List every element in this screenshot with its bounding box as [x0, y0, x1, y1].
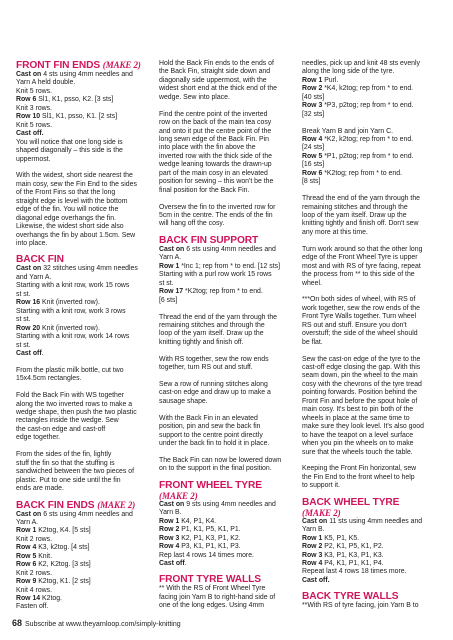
- instruction-text: P1, K1, P5, K1, P1.: [179, 526, 241, 534]
- instruction-text: Yarn A held double.: [16, 79, 76, 87]
- instruction-text: Knit 2 rows.: [16, 569, 52, 577]
- instruction-line: [302, 77, 429, 85]
- paragraph-spacer: [16, 443, 143, 451]
- instruction-text: .: [41, 349, 44, 357]
- instruction-line: [302, 518, 429, 526]
- instruction-text: 11 sts using 4mm needles and: [327, 517, 423, 525]
- instruction-line: [16, 316, 143, 324]
- instruction-text: *K4, k2tog; rep from * to end.: [322, 85, 414, 93]
- instruction-line: [16, 536, 143, 544]
- instruction-text: st st.: [16, 316, 31, 324]
- body-paragraph: ** With the RS of Front Wheel Tyre facing join Yarn B to right-hand side of one of the long edges. Using 4mm: [159, 585, 276, 610]
- instruction-text: P2, K1, P5, K1, P2.: [322, 543, 384, 551]
- instruction-line: [16, 511, 143, 519]
- instruction-line: [16, 578, 143, 586]
- instruction-line: [159, 254, 286, 262]
- instruction-line: [159, 297, 286, 305]
- instruction-text: 6 sts using 4mm needles and: [184, 245, 276, 253]
- instruction-label: Row 3: [302, 102, 323, 110]
- instruction-text: .: [184, 560, 187, 568]
- instruction-text: Fasten off.: [16, 603, 49, 611]
- instruction-text: Yarn A.: [16, 518, 39, 526]
- instruction-line: [302, 170, 429, 178]
- instruction-text: K5, P1, K5.: [322, 534, 360, 542]
- instruction-line: [302, 153, 429, 161]
- instruction-line: [16, 130, 143, 138]
- heading-text: BACK TYRE WALLS: [302, 591, 399, 603]
- body-paragraph: Thread the end of the yarn through the remaining stitches and through the loop of the yarn itself. Draw up the knitting tightly and finish off.: [159, 313, 277, 346]
- body-paragraph: From the plastic milk bottle, cut two 15x4.5cm rectangles.: [16, 366, 124, 383]
- paragraph-spacer: [159, 305, 286, 313]
- body-paragraph: You will notice that one long side is shaped diagonally – this side is the uppermost.: [16, 138, 123, 163]
- instruction-line: [302, 144, 429, 152]
- instruction-text: K3, k2tog. [4 sts]: [36, 544, 90, 552]
- body-paragraph: The Back Fin can now be lowered down on to the support in the final position.: [159, 456, 282, 473]
- instruction-text: Yarn A.: [159, 254, 182, 262]
- body-paragraph: Hold the Back Fin ends to the ends of the Back Fin, straight side down and diagonally side uppermost, with the widest short end at the thick end of the wedge. Sew into place.: [159, 60, 277, 101]
- section-heading-back-fin-ends: [16, 500, 143, 511]
- heading-subtitle: (MAKE 2): [159, 490, 198, 501]
- instruction-label: Cast on: [159, 500, 185, 508]
- column-3: [302, 60, 429, 611]
- instruction-text: Knit 5 rows.: [16, 87, 52, 95]
- column-1: [16, 60, 143, 612]
- instruction-line: [302, 111, 429, 119]
- paragraph-spacer: [302, 119, 429, 127]
- paragraph-spacer: [159, 102, 286, 110]
- instruction-label: Row 1: [16, 527, 37, 535]
- body-paragraph: Fold the Back Fin with WS together along the two inverted rows to make a wedge shape, then push the two plastic rectangles inside the wedge. Sew the cast-on edge and cast-off edge together.: [16, 392, 137, 442]
- body-paragraph: From the sides of the fin, lightly stuff the fin so that the stuffing is sandwiched between the two pieces of plastic. Put to one side until the fin ends are made.: [16, 451, 134, 493]
- instruction-line: [302, 128, 429, 136]
- instruction-line: [16, 333, 143, 341]
- instruction-line: [16, 79, 143, 87]
- instruction-text: Sl1, K1, psso, K2. [3 sts]: [36, 96, 114, 104]
- instruction-line: [16, 570, 143, 578]
- body-paragraph: Sew a row of running stitches along cast-on edge and draw up to make a sausage shape.: [159, 381, 271, 405]
- instruction-line: [302, 577, 429, 585]
- instruction-label: Row 2: [302, 85, 323, 93]
- instruction-line: [302, 136, 429, 144]
- instruction-label: Cast off.: [302, 576, 330, 584]
- paragraph-spacer: [159, 373, 286, 381]
- paragraph-spacer: [302, 288, 429, 296]
- instruction-line: [302, 178, 429, 186]
- instruction-text: 9 sts using 4mm needles and: [184, 500, 276, 508]
- heading-text: BACK FIN ENDS: [16, 499, 95, 511]
- paragraph-spacer: [302, 457, 429, 465]
- instruction-text: Knit 3 rows.: [16, 104, 52, 112]
- body-paragraph: With the widest, short side nearest the main cosy, sew the Fin End to the sides of the Front Fins so that the long straight edge is level with the bottom edge of the fin. You will notice the diagonal edge overhangs the fin. Likewise, the widest short side also overhangs the fin by about 1.5cm. Sew into place.: [16, 172, 137, 247]
- paragraph-spacer: [159, 406, 286, 414]
- instruction-label: Cast on: [16, 510, 42, 518]
- column-2: [159, 60, 286, 611]
- instruction-line: [159, 518, 286, 526]
- body-paragraph: ***On both sides of wheel, with RS of work together, sew the row ends of the Front Tyre Walls together. Turn wheel RS out and stuff. Ensure you don't overstuff; the side of the wheel should be flat.: [302, 296, 420, 346]
- body-paragraph: Sew the cast-on edge of the tyre to the cast-off edge closing the gap. With this seam down, pin the wheel to the main cosy with the chevrons of the tyre tread pointing forwards. Position behind the Front Fin and before the spout hole of main cosy. It's best to pin both of the wheels in place at the same time to make sure they look level. It's also good to have the teapot on a level surface when you pin the wheels on to make sure that the wheels touch the table.: [302, 355, 424, 456]
- section-heading-back-fin-support: [159, 235, 286, 246]
- instruction-text: 4 sts using 4mm needles and: [41, 71, 133, 78]
- instruction-text: 6 sts using 4mm needles and: [41, 510, 133, 518]
- body-paragraph: Oversew the fin to the inverted row for 5cm in the centre. The ends of the fin will hang off the cosy.: [159, 203, 276, 228]
- instruction-text: Knit 5 rows.: [16, 121, 52, 129]
- instruction-label: Row 1: [302, 76, 323, 84]
- instruction-text: [40 sts]: [302, 93, 325, 101]
- body-paragraph: **With RS of tyre facing, join Yarn B to: [302, 602, 419, 610]
- instruction-line: [302, 552, 429, 560]
- body-paragraph: With RS together, sew the row ends together, turn RS out and stuff.: [159, 355, 269, 372]
- footer-subscribe-link[interactable]: Subscribe at www.theyarnloop.com/simply-knitting: [25, 621, 181, 628]
- section-heading-back-wheel-tyre: [302, 497, 429, 508]
- instruction-line: [16, 561, 143, 569]
- section-heading-back-fin: [16, 254, 143, 265]
- instruction-line: [159, 263, 286, 271]
- instruction-line: [302, 161, 429, 169]
- instruction-line: [16, 71, 143, 79]
- instruction-label: Row 9: [16, 578, 37, 586]
- instruction-line: [16, 350, 143, 358]
- instruction-line: [16, 113, 143, 121]
- instruction-text: Knit 4 rows.: [16, 586, 52, 594]
- heading-text: FRONT WHEEL TYRE: [159, 479, 262, 491]
- instruction-line: [159, 535, 286, 543]
- instruction-text: K3, P1, K3, P1, K3.: [322, 551, 384, 559]
- instruction-text: K2tog, K4. [5 sts]: [36, 527, 91, 535]
- instruction-line: [16, 291, 143, 299]
- instruction-line: [159, 552, 286, 560]
- heading-text: BACK WHEEL TYRE: [302, 496, 400, 508]
- instruction-text: Starting with a knit row, work 3 rows: [16, 307, 126, 315]
- instruction-line: [16, 88, 143, 96]
- instruction-text: Starting with a knit row, work 14 rows: [16, 333, 130, 341]
- instruction-label: Row 16: [16, 299, 41, 307]
- instruction-label: Cast on: [16, 265, 42, 273]
- instruction-text: P4, K1, P1, K1, P4.: [322, 560, 384, 567]
- instruction-label: Row 3: [302, 551, 323, 559]
- instruction-line: [159, 288, 286, 296]
- instruction-text: *P3, p2tog; rep from * to end.: [322, 102, 414, 110]
- instruction-text: Knit (inverted row).: [40, 324, 100, 332]
- instruction-line: [159, 271, 286, 279]
- instruction-label: Cast off: [16, 349, 42, 357]
- instruction-label: Row 6: [16, 96, 37, 104]
- instruction-text: K2, P1, K3, P1, K2.: [179, 534, 241, 542]
- page-number: 68: [12, 618, 23, 628]
- heading-text: BACK FIN SUPPORT: [159, 234, 259, 246]
- body-paragraph: needles, pick up and knit 48 sts evenly along the long side of the tyre.: [302, 60, 420, 76]
- instruction-text: Sl1, K1, psso, K1. [2 sts]: [40, 113, 118, 121]
- instruction-text: P3, K1, P1, K1, P3.: [179, 543, 241, 551]
- instruction-line: [16, 342, 143, 350]
- instruction-line: [302, 85, 429, 93]
- instruction-text: *K2tog; rep from * to end.: [183, 288, 263, 296]
- instruction-line: [159, 501, 286, 509]
- instruction-text: Purl.: [322, 76, 339, 84]
- paragraph-spacer: [302, 187, 429, 195]
- heading-text: FRONT FIN ENDS: [16, 60, 101, 71]
- heading-text: BACK FIN: [16, 254, 64, 266]
- instruction-line: [159, 509, 286, 517]
- body-paragraph: Thread the end of the yarn through the remaining stitches and through the loop of the yarn itself. Draw up the knitting tightly and finish off. Don't sew any more at this time.: [302, 195, 420, 236]
- instruction-text: Knit.: [36, 552, 52, 560]
- body-paragraph: With the Back Fin in an elevated position, pin and sew the back fin support to the centre point directly under the back fin to hold it in place.: [159, 414, 270, 448]
- instruction-text: K2, K2tog. [3 sts]: [36, 561, 91, 569]
- instruction-line: [159, 560, 286, 568]
- instruction-line: [159, 280, 286, 288]
- paragraph-spacer: [302, 347, 429, 355]
- heading-text: FRONT TYRE WALLS: [159, 574, 261, 586]
- instruction-line: [16, 527, 143, 535]
- instruction-text: *P1, p2tog; rep from * to end.: [322, 152, 414, 160]
- instruction-text: K2tog, K1. [2 sts]: [36, 578, 91, 586]
- paragraph-spacer: [159, 449, 286, 457]
- instruction-text: [32 sts]: [302, 110, 325, 118]
- instruction-line: [302, 535, 429, 543]
- instruction-line: [302, 94, 429, 102]
- instruction-text: K4, P1, K4.: [179, 517, 217, 525]
- instruction-text: Starting with a purl row work 15 rows: [159, 271, 272, 279]
- instruction-label: Row 6: [302, 169, 323, 177]
- instruction-line: [16, 96, 143, 104]
- instruction-label: Cast on: [302, 517, 328, 525]
- instruction-text: and Yarn A.: [16, 273, 52, 281]
- instruction-label: Row 1: [159, 517, 180, 525]
- instruction-text: Repeat last 4 rows 18 times more.: [302, 568, 407, 576]
- paragraph-spacer: [16, 164, 143, 172]
- instruction-label: Row 17: [159, 288, 184, 296]
- instruction-line: [16, 544, 143, 552]
- instruction-label: Row 4: [302, 136, 323, 144]
- instruction-label: Row 2: [159, 526, 180, 534]
- instruction-line: [16, 325, 143, 333]
- instruction-text: [16 sts]: [302, 161, 325, 169]
- instruction-label: Row 2: [302, 543, 323, 551]
- instruction-label: Row 1: [302, 534, 323, 542]
- instruction-line: [302, 543, 429, 551]
- instruction-line: [302, 526, 429, 534]
- instruction-label: Row 4: [302, 560, 323, 567]
- instruction-text: *K2tog; rep from * to end.: [322, 169, 402, 177]
- instruction-line: [16, 265, 143, 273]
- instruction-line: [16, 122, 143, 130]
- body-paragraph: Find the centre point of the inverted row on the back of the main tea cosy and onto it put the centre point of the long sewn edge of the Back Fin. Pin into place with the fin above the inverted row with the thick side of the wedge leaning towards the drawn-up part of the main cosy in an elevated position for sewing – this won't be the final position for the Back Fin.: [159, 110, 274, 194]
- instruction-line: [159, 543, 286, 551]
- instruction-label: Cast off.: [16, 130, 44, 138]
- instruction-text: K2tog.: [40, 595, 62, 603]
- instruction-label: Row 4: [159, 543, 180, 551]
- instruction-line: [16, 587, 143, 595]
- instruction-text: st st.: [16, 290, 31, 298]
- instruction-text: 32 stitches using 4mm needles: [41, 265, 138, 273]
- instruction-line: [16, 595, 143, 603]
- page-footer: [12, 619, 181, 629]
- instruction-text: st st.: [159, 279, 174, 287]
- heading-subtitle: (MAKE 2): [102, 60, 141, 70]
- paragraph-spacer: [16, 384, 143, 392]
- paragraph-spacer: [159, 347, 286, 355]
- instruction-line: [16, 603, 143, 611]
- section-heading-front-fin-ends: [16, 60, 143, 71]
- instruction-line: [302, 102, 429, 110]
- instruction-text: st st.: [16, 341, 31, 349]
- instruction-line: [159, 526, 286, 534]
- instruction-line: [302, 568, 429, 576]
- instruction-line: [302, 560, 429, 568]
- instruction-line: [16, 282, 143, 290]
- instruction-label: Row 14: [16, 595, 41, 603]
- instruction-text: Knit (inverted row).: [40, 299, 100, 307]
- instruction-label: Cast off: [159, 560, 185, 568]
- instruction-line: [16, 519, 143, 527]
- instruction-text: [6 sts]: [159, 296, 178, 304]
- instruction-text: Knit 2 rows.: [16, 535, 52, 543]
- heading-subtitle: (MAKE 2): [302, 507, 341, 518]
- section-heading-front-tyre-walls: [159, 574, 286, 585]
- instruction-label: Row 5: [302, 152, 323, 160]
- paragraph-spacer: [302, 237, 429, 245]
- instruction-text: [8 sts]: [302, 178, 321, 186]
- instruction-text: Rep last 4 rows 14 times more.: [159, 551, 254, 559]
- instruction-label: Cast on: [16, 71, 42, 78]
- instruction-label: Row 4: [16, 544, 37, 552]
- instruction-text: [24 sts]: [302, 144, 325, 152]
- section-heading-front-wheel-tyre: [159, 480, 286, 491]
- instruction-label: Row 5: [16, 552, 37, 560]
- instruction-text: *Inc 1; rep from * to end. [12 sts]: [179, 262, 281, 270]
- instruction-label: Row 1: [159, 262, 180, 270]
- instruction-text: *K2, k2tog; rep from * to end.: [322, 136, 414, 144]
- body-paragraph: Turn work around so that the other long edge of the Front Wheel Tyre is upper most and with RS of tyre facing, repeat the process from ** to this side of the wheel.: [302, 245, 423, 287]
- instruction-line: [16, 299, 143, 307]
- instruction-text: Yarn B.: [159, 509, 182, 517]
- instruction-label: Row 10: [16, 113, 41, 121]
- section-heading-back-tyre-walls: [302, 591, 429, 602]
- instruction-line: [16, 274, 143, 282]
- instruction-label: Cast on: [159, 245, 185, 253]
- paragraph-spacer: [159, 195, 286, 203]
- instruction-label: Row 20: [16, 324, 41, 332]
- instruction-line: [159, 246, 286, 254]
- instruction-label: Row 3: [159, 534, 180, 542]
- instruction-line: [16, 553, 143, 561]
- instruction-text: Starting with a knit row, work 15 rows: [16, 282, 130, 290]
- instruction-text: Break Yarn B and join Yarn C.: [302, 127, 394, 135]
- instruction-text: Yarn B.: [302, 526, 325, 534]
- instruction-label: Row 6: [16, 561, 37, 569]
- instruction-line: [16, 308, 143, 316]
- instruction-line: [16, 105, 143, 113]
- heading-subtitle: (MAKE 2): [97, 499, 136, 510]
- body-paragraph: Keeping the Front Fin horizontal, sew the Fin End to the front wheel to help to support it.: [302, 465, 417, 490]
- paragraph-spacer: [16, 358, 143, 366]
